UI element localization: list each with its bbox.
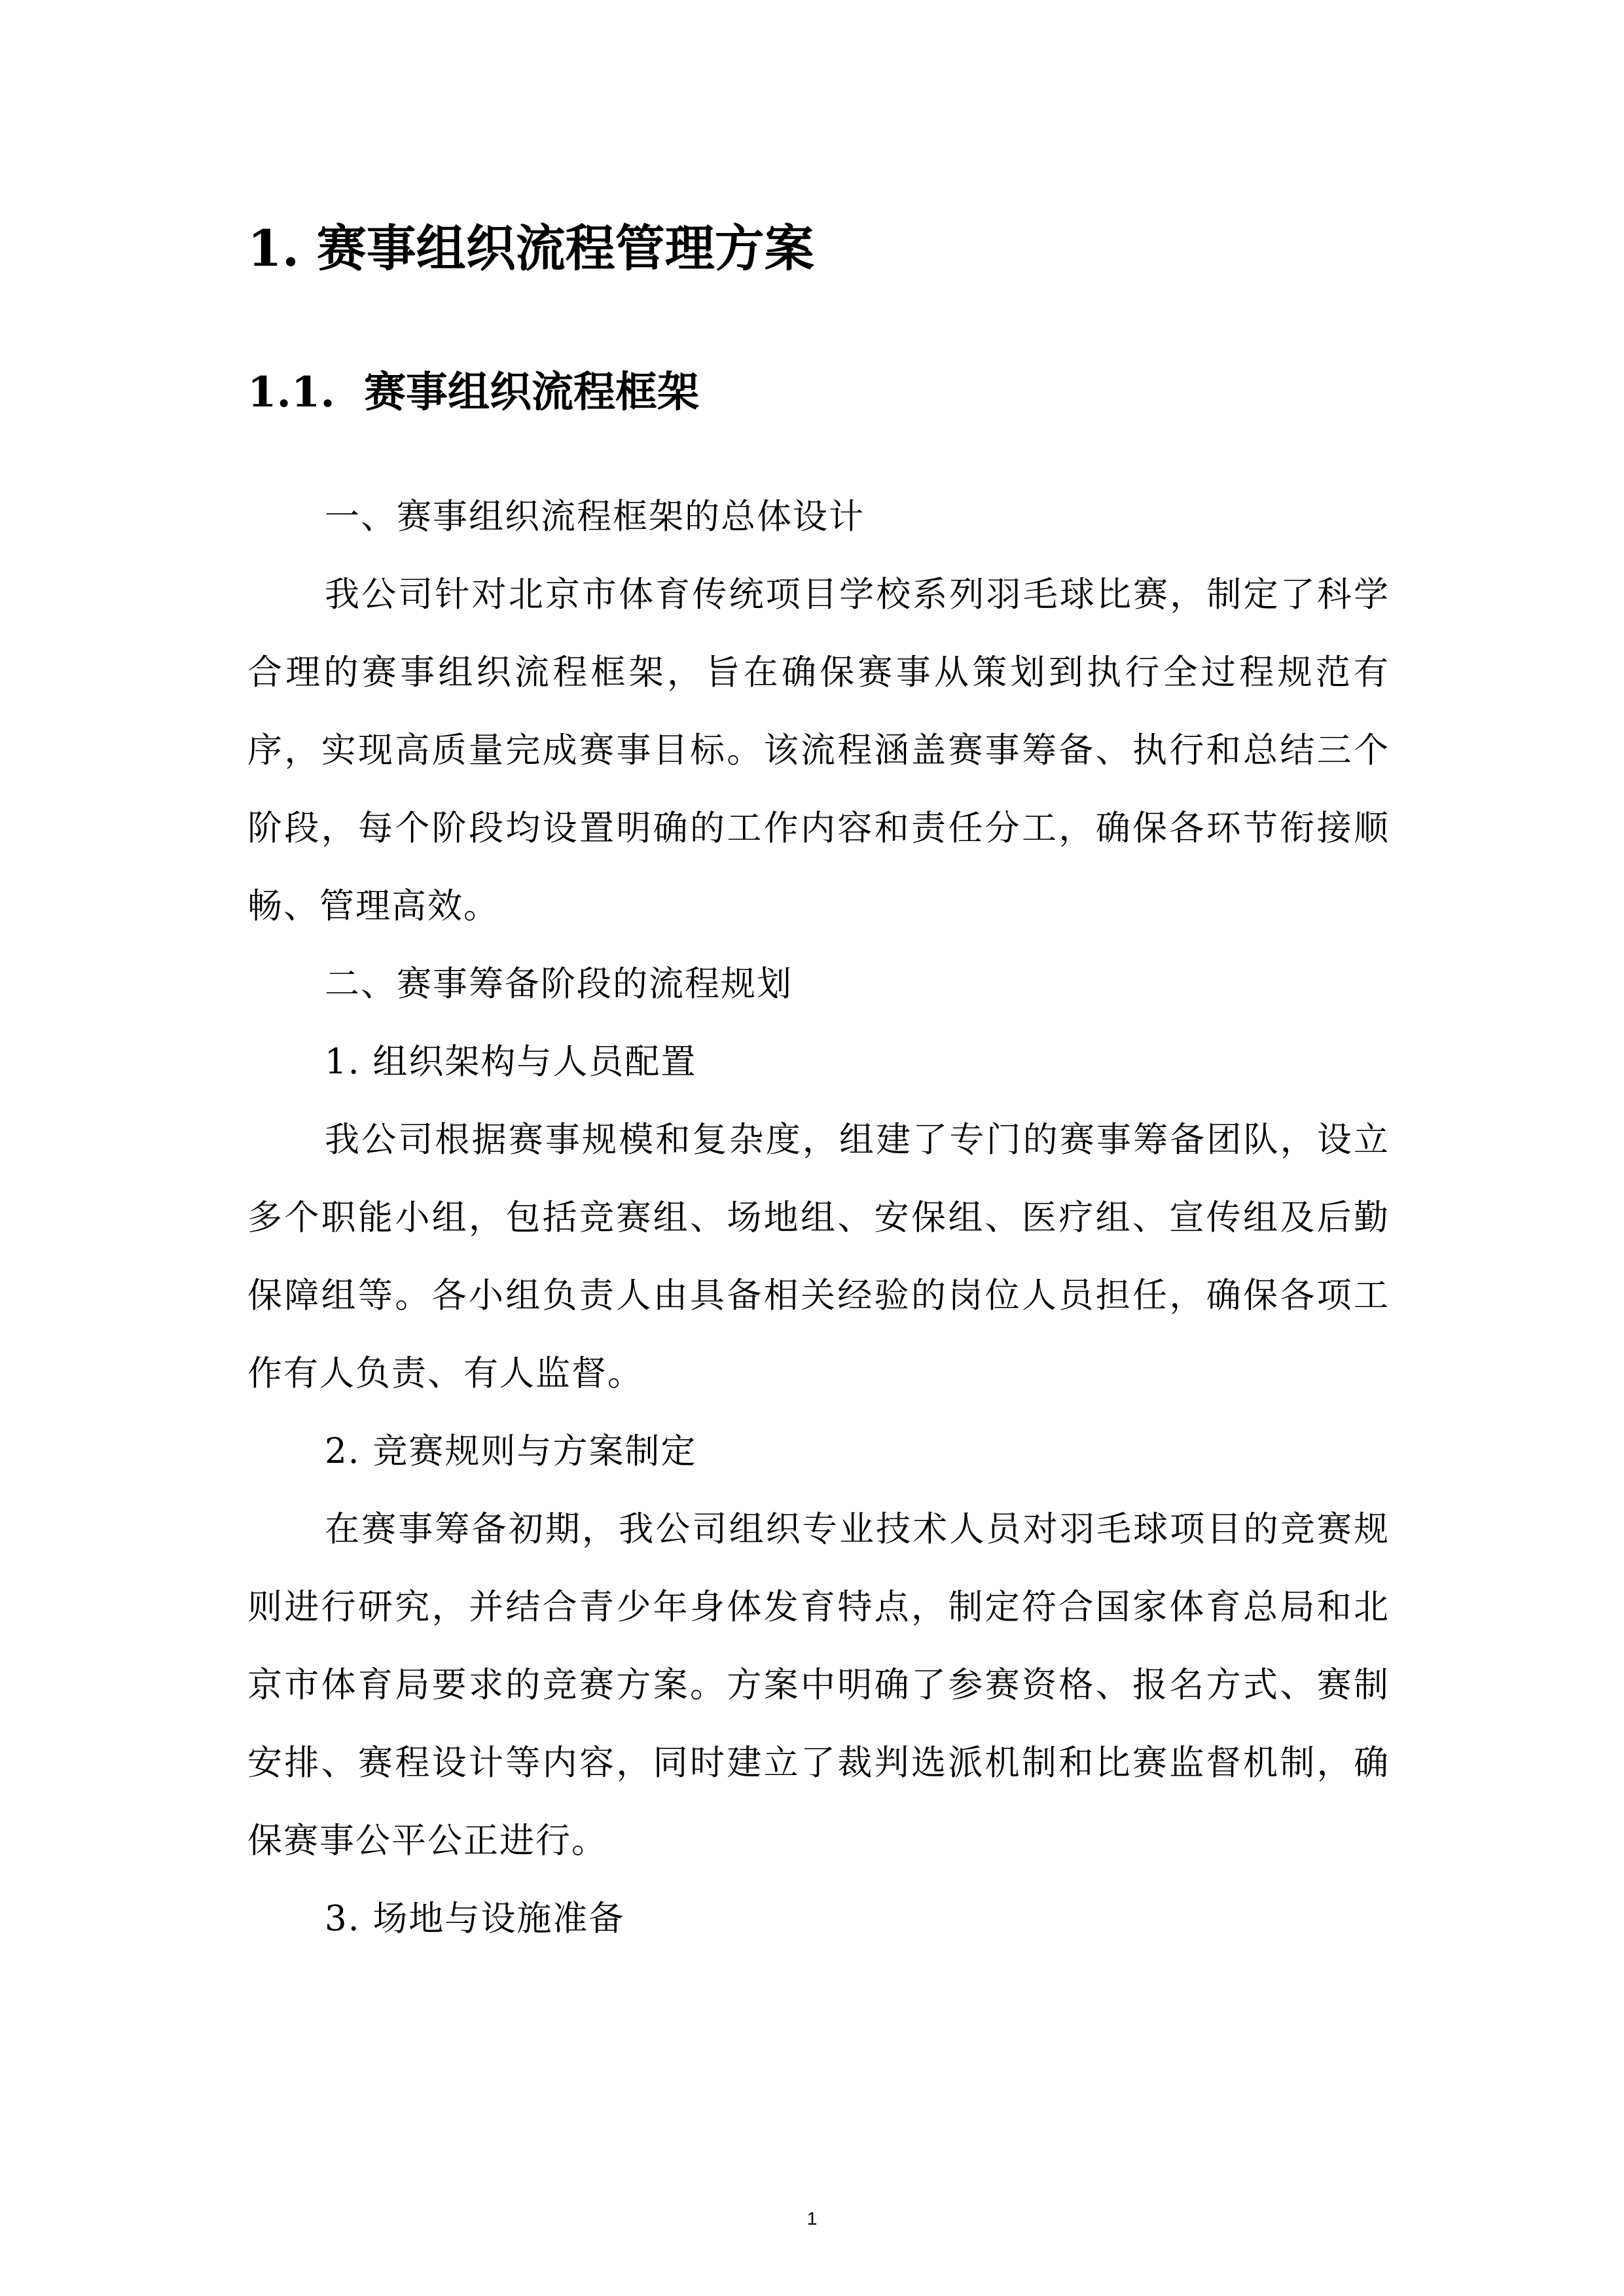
paragraph-overall-design: 我公司针对北京市体育传统项目学校系列羽毛球比赛，制定了科学合理的赛事组织流程框架，旨在确保赛事从策划到执行全过程规范有序，实现高质量完成赛事目标。该流程涵盖赛事筹备、执行和总结三个阶段，每个阶段均设置明确的工作内容和责任分工，确保各环节衔接顺畅、管理高效。 [247, 575, 1390, 926]
paragraph-overall-design-heading: 一、赛事组织流程框架的总体设计 [325, 497, 865, 537]
section-heading [247, 353, 699, 432]
paragraph-org-structure: 我公司根据赛事规模和复杂度，组建了专门的赛事筹备团队，设立多个职能小组，包括竞赛组、场地组、安保组、医疗组、宣传组及后勤保障组等。各小组负责人由具备相关经验的岗位人员担任，确保各项工作有人负责、有人监督。 [247, 1120, 1390, 1393]
section-title: 赛事组织流程框架 [364, 368, 699, 417]
paragraph-preparation-heading: 二、赛事筹备阶段的流程规划 [325, 964, 793, 1004]
page-number: 1 [806, 2208, 818, 2229]
paragraph-rules-heading: 2. 竞赛规则与方案制定 [325, 1431, 697, 1471]
section-number: 1.1. [247, 368, 335, 417]
chapter-heading: 1. 赛事组织流程管理方案 [247, 219, 814, 278]
body-text [247, 478, 1390, 1958]
paragraph-venue-heading: 3. 场地与设施准备 [325, 1899, 625, 1939]
paragraph-rules: 在赛事筹备初期，我公司组织专业技术人员对羽毛球项目的竞赛规则进行研究，并结合青少年身体发育特点，制定符合国家体育总局和北京市体育局要求的竞赛方案。方案中明确了参赛资格、报名方式、赛制安排、赛程设计等内容，同时建立了裁判选派机制和比赛监督机制，确保赛事公平公正进行。 [247, 1509, 1390, 1861]
paragraph-org-structure-heading: 1. 组织架构与人员配置 [325, 1042, 697, 1082]
